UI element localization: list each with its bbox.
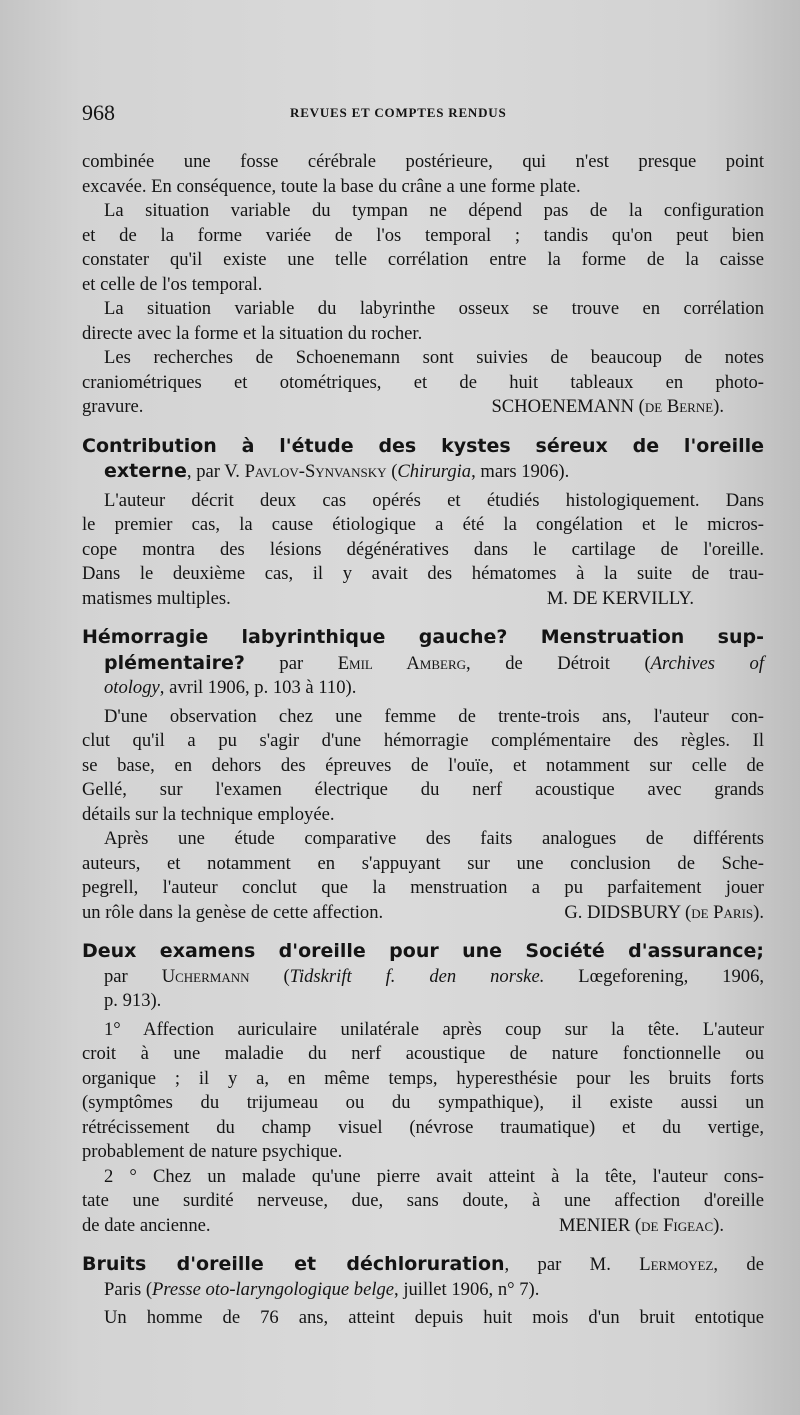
article-title-cont [82, 676, 764, 701]
title-text: , par V. [186, 461, 245, 482]
text-line: directe avec la forme et la situation du rocher. [82, 322, 423, 344]
title-text: externe [104, 460, 187, 482]
signed-line [82, 1214, 764, 1239]
page-header [82, 100, 772, 128]
journal-name: Presse oto-laryngologique belge [152, 1278, 395, 1300]
pub-date: , mars 1906). [471, 461, 570, 482]
author-signature: G. DIDSBURY (de Paris). [564, 901, 764, 923]
signed-line [82, 901, 764, 926]
text-line: excavée. En conséquence, toute la base du crâne a une forme plate. [82, 175, 581, 197]
title-text: par [104, 965, 162, 987]
title-text: plémentaire? [104, 651, 245, 674]
page-body [82, 150, 764, 1331]
article-assurance [82, 939, 764, 1238]
title-text: Hémorragie labyrinthique gauche? Menstruation sup- [82, 626, 764, 648]
text-line: tate une surdité nerveuse, due, sans doute, à une affection d'oreille [82, 1190, 764, 1211]
author-name: Uchermann [161, 965, 250, 987]
article-title-cont: par Uchermann (Tidskrift f. den norske. Lœgeforening, 1906, [104, 965, 765, 987]
text-line: Les recherches de Schoenemann sont suivies de beaucoup de notes [104, 347, 764, 368]
pub-date: , avril 1906, p. 103 à 110). [159, 677, 357, 698]
journal-name: Archives of [650, 652, 764, 674]
title-text: par [244, 652, 338, 674]
text-line: 1° Affection auriculaire unilatérale après coup sur la tête. L'auteur [104, 1018, 764, 1040]
text-line: cope montra des lésions dégénératives dans le cartilage de l'oreille. [82, 538, 764, 560]
text-line: Dans le deuxième cas, il y avait des hématomes à la suite de trau- [82, 563, 764, 584]
article-title-cont: externe, par V. Pavlov-Synvansky (Chirurgia, mars 1906). [104, 460, 570, 482]
text-line: rétrécissement du champ visuel (névrose traumatique) et du vertige, [82, 1116, 764, 1138]
text-fragment: de date ancienne. [82, 1214, 211, 1236]
signed-line [82, 587, 764, 612]
title-text: Contribution à l'étude des kystes séreux de l'oreille [82, 434, 764, 457]
text-line: combinée une fosse cérébrale postérieure, qui n'est presque point [82, 151, 764, 172]
section-continuation [82, 150, 764, 420]
text-line: probablement de nature psychique. [82, 1141, 343, 1162]
title-text: Deux examens d'oreille pour une Société d'assurance; [82, 940, 764, 962]
text-line: Gellé, sur l'examen électrique du nerf acoustique avec grands [82, 779, 764, 800]
signed-line [82, 395, 764, 420]
text-line: La situation variable du labyrinthe osseux se trouve en corrélation [104, 298, 764, 319]
text-line: 2 ° Chez un malade qu'une pierre avait atteint à la tête, l'auteur cons- [104, 1165, 764, 1187]
journal-name: Chirurgia [397, 461, 472, 482]
text-line: se base, en dehors des épreuves de l'ouïe, et notamment sur celle de [82, 754, 764, 776]
pub-pages: p. 913). [104, 990, 162, 1011]
journal-name: Tidskrift f. den norske. [289, 965, 545, 987]
text-line: le premier cas, la cause étiologique a été la congélation et le micros- [82, 514, 764, 535]
page-number: 968 [82, 100, 115, 125]
text-line: et de la forme variée de l'os temporal ; tandis qu'on peut bien [82, 224, 764, 246]
article-kystes [82, 434, 764, 612]
text-line: La situation variable du tympan ne dépend pas de la configuration [104, 200, 764, 221]
article-title-cont [82, 1278, 764, 1303]
text-fragment: gravure. [82, 396, 144, 417]
author-signature: SCHOENEMANN (de Berne). [491, 396, 724, 417]
article-title-cont [82, 651, 764, 677]
article-bruits [82, 1252, 764, 1331]
text-line: et celle de l'os temporal. [82, 273, 263, 295]
running-head: REVUES ET COMPTES RENDUS [290, 105, 507, 120]
text-line: détails sur la technique employée. [82, 803, 335, 825]
text-line: (symptômes du trijumeau ou du sympathique), il existe aussi un [82, 1092, 764, 1113]
text-line: auteurs, et notamment en s'appuyant sur une conclusion de Sche- [82, 852, 764, 874]
text-line: Un homme de 76 ans, atteint depuis huit mois d'un bruit entotique [104, 1307, 764, 1328]
article-title [82, 939, 764, 965]
text-line: L'auteur décrit deux cas opérés et étudiés histologiquement. Dans [104, 489, 764, 511]
article-hemorragie [82, 625, 764, 925]
title-text: Bruits d'oreille et déchloruration [82, 1253, 505, 1275]
text-line: pegrell, l'auteur conclut que la menstruation a pu parfaitement jouer [82, 877, 764, 898]
title-text: Paris ( [104, 1278, 153, 1300]
title-text: , par M. [504, 1254, 640, 1275]
text-line: croit à une maladie du nerf acoustique de nature fonctionnelle ou [82, 1043, 764, 1064]
pub-date: Lœgeforening, 1906, [544, 965, 765, 987]
author-name: Emil Amberg [337, 652, 467, 674]
pub-date: , juillet 1906, n° 7). [394, 1278, 540, 1300]
article-title [82, 1252, 764, 1278]
text-line: D'une observation chez une femme de trente-trois ans, l'auteur con- [104, 705, 764, 727]
article-title [82, 625, 764, 651]
text-line: Après une étude comparative des faits analogues de différents [104, 828, 764, 849]
title-text: , de [713, 1254, 764, 1275]
author-signature: MENIER (de Figeac). [559, 1214, 724, 1236]
journal-name: otology [104, 677, 160, 698]
author-place: , de Détroit ( [466, 652, 651, 674]
text-line: constater qu'il existe une telle corrélation entre la forme de la caisse [82, 249, 764, 270]
text-line: clut qu'il a pu s'agir d'une hémorragie complémentaire des règles. Il [82, 730, 764, 751]
author-name: Pavlov-Synvansky [244, 461, 387, 482]
author-name: Lermoyez [639, 1254, 714, 1275]
author-signature: M. DE KERVILLY. [546, 587, 694, 609]
article-title [82, 434, 764, 460]
text-line: craniométriques et otométriques, et de huit tableaux en photo- [82, 371, 764, 393]
text-line: organique ; il y a, en même temps, hyperesthésie pour les bruits forts [82, 1067, 764, 1089]
text-fragment: matismes multiples. [82, 587, 231, 609]
text-fragment: un rôle dans la genèse de cette affection. [82, 901, 384, 923]
article-title-cont [82, 989, 764, 1014]
